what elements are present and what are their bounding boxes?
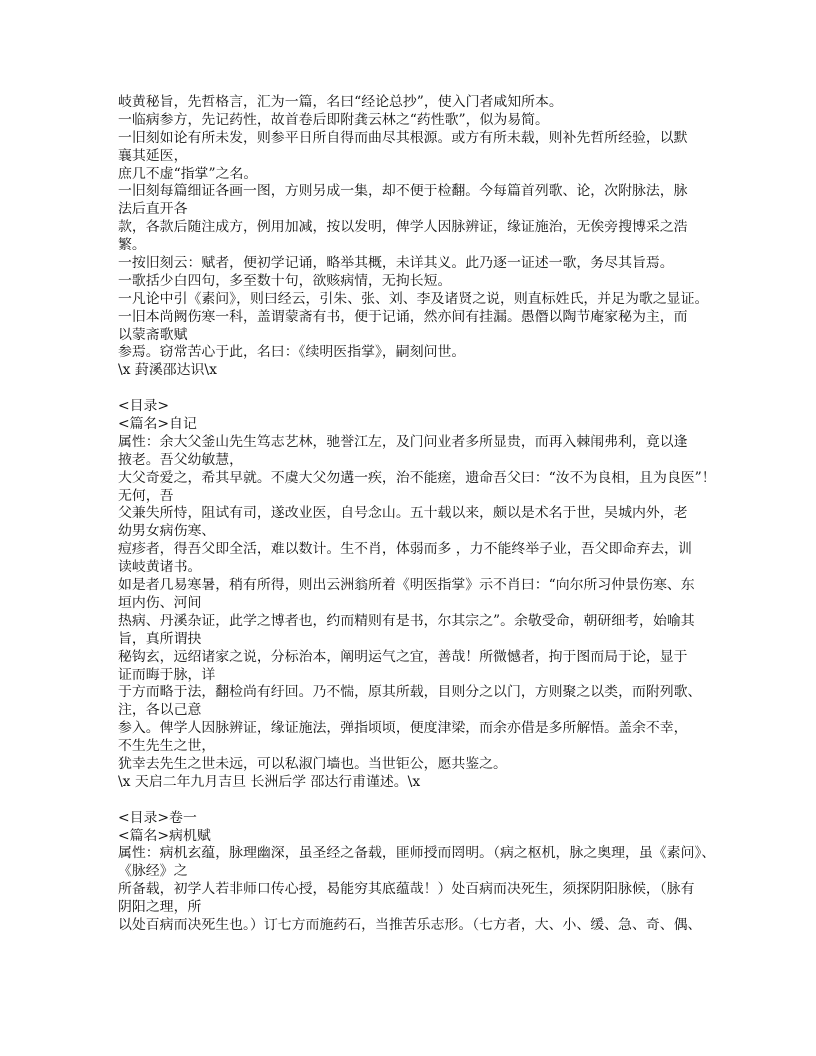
- text-line: 一旧刻每篇细证各画一图，方则另成一集，却不便于检翻。今每篇首列歌、论，次附脉法，脉: [118, 183, 688, 200]
- text-line: 岐黄秘旨，先哲格言，汇为一篇，名曰“经论总抄”，使入门者咸知所本。: [118, 94, 563, 110]
- text-line: 参入。俾学人因脉辨证，缘证施法，弹指顷顷，便度津梁，而余亦借是多所解悟。盖余不幸，: [118, 720, 688, 737]
- text-line: 阴阳之理，所: [118, 899, 202, 916]
- text-line: 热病、丹溪杂证，此学之博者也，约而精则有是书，尔其宗之”。余敬受命，朝研细考，始喻其: [118, 612, 695, 629]
- blank-line: [118, 380, 718, 398]
- text-line: 证而晦于脉，详: [118, 666, 216, 683]
- text-line: 一临病参方，先记药性，故首卷后即附龚云林之“药性歌”，似为易简。: [118, 111, 549, 128]
- text-line: 繁。: [118, 237, 146, 254]
- text-line: 如是者几易寒暑，稍有所得，则出云洲翁所着《明医指掌》示不肖曰：“向尔所习仲景伤寒、东: [118, 577, 695, 594]
- text-line: 不生先生之世，: [118, 738, 216, 755]
- text-line: 襄其延医，: [118, 147, 188, 164]
- text-line: 法后直开各: [118, 201, 188, 218]
- text-line: <篇名>自记: [118, 416, 197, 433]
- text-line: 掖老。吾父幼敏慧，: [118, 451, 244, 468]
- text-line: 父兼失所恃，阻试有司，遂改业医，自号念山。五十载以来，颇以是术名于世，吴城内外，老: [118, 505, 688, 522]
- text-line: 属性：病机玄蕴，脉理幽深，虽圣经之备载，匪师授而罔明。（病之枢机，脉之奥理，虽《素问》、: [118, 845, 716, 862]
- text-line: 犹幸去先生之世未远，可以私淑门墙也。当世钜公，愿共鉴之。: [118, 755, 507, 772]
- text-line: 无何，吾: [118, 487, 174, 504]
- text-line: 一旧本尚阙伤寒一科，盖谓蒙斋有书，便于记诵，然亦间有挂漏。愚僭以陶节庵家秘为主，而: [118, 308, 688, 325]
- text-line: 一按旧刻云：赋者，便初学记诵，略举其概，未详其义。此乃逐一证述一歌，务尽其旨焉。: [118, 255, 674, 272]
- text-line: <目录>卷一: [118, 809, 197, 826]
- text-line: 以处百病而决死生也。）订七方而施药石，当推苦乐志形。（七方者，大、小、缓、急、奇、偶、: [118, 916, 702, 933]
- text-line: 所备载，初学人若非师口传心授，曷能穷其底蕴哉！）处百病而决死生，须探阴阳脉候，（脉有: [118, 881, 695, 898]
- text-line: 痘疹者，得吾父即全活，难以数计。生不肖，体弱而多 ，力不能终举子业，吾父即命弃去，训: [118, 541, 692, 558]
- text-line: <篇名>病机赋: [118, 827, 211, 844]
- blank-line: [118, 792, 718, 810]
- text-line: 垣内伤、河间: [118, 594, 202, 611]
- text-line: 属性：余大父釜山先生笃志艺林，驰誉江左，及门问业者多所显贵，而再入棘闱弗利，竟以逢: [118, 433, 688, 450]
- text-line: 旨，真所谓抉: [118, 630, 202, 647]
- document-body: [118, 94, 718, 935]
- text-line: 大父奇爱之，希其早就。不虞大父勿遘一疾，治不能瘥，遗命吾父曰：“汝不为良相，且为良医”！: [118, 469, 716, 486]
- text-line: 于方而略于法，翻检尚有纡回。乃不惴，原其所载，目则分之以门，方则聚之以类，而附列歌、: [118, 684, 702, 701]
- text-line: 《脉经》之: [118, 863, 188, 880]
- text-line: 幼男女病伤寒、: [118, 523, 216, 540]
- text-line: 读岐黄诸书。: [118, 559, 202, 576]
- text-line: 一凡论中引《素问》，则曰经云，引朱、张、刘、李及诸贤之说，则直标姓氏，并足为歌之显证。: [118, 290, 709, 307]
- text-line: \x 天启二年九月吉旦 长洲后学 邵达行甫谨述。\x: [118, 773, 421, 790]
- text-line: \x 葑溪邵达识\x: [118, 362, 217, 379]
- text-line: 一歌括少白四句，多至数十句，欲赅病情，无拘长短。: [118, 272, 452, 289]
- text-line: 秘钩玄，远绍诸家之说，分标治本，阐明运气之宜，善哉！所微憾者，拘于图而局于论，显于: [118, 648, 688, 665]
- text-line: 参焉。窃常苦心于此，名曰：《续明医指掌》，嗣刻问世。: [118, 344, 466, 361]
- text-line: 一旧刻如论有所未发，则参平日所自得而曲尽其根源。或方有所未载，则补先哲所经验，以默: [118, 129, 688, 146]
- text-line: 庶几不虚“指掌”之名。: [118, 165, 258, 182]
- text-line: 款，各款后随注成方，例用加减，按以发明，俾学人因脉辨证，缘证施治，无俟旁搜博采之浩: [118, 219, 688, 236]
- text-line: 注，各以己意: [118, 702, 202, 719]
- text-line: <目录>: [118, 398, 170, 415]
- text-line: 以蒙斋歌赋: [118, 326, 188, 343]
